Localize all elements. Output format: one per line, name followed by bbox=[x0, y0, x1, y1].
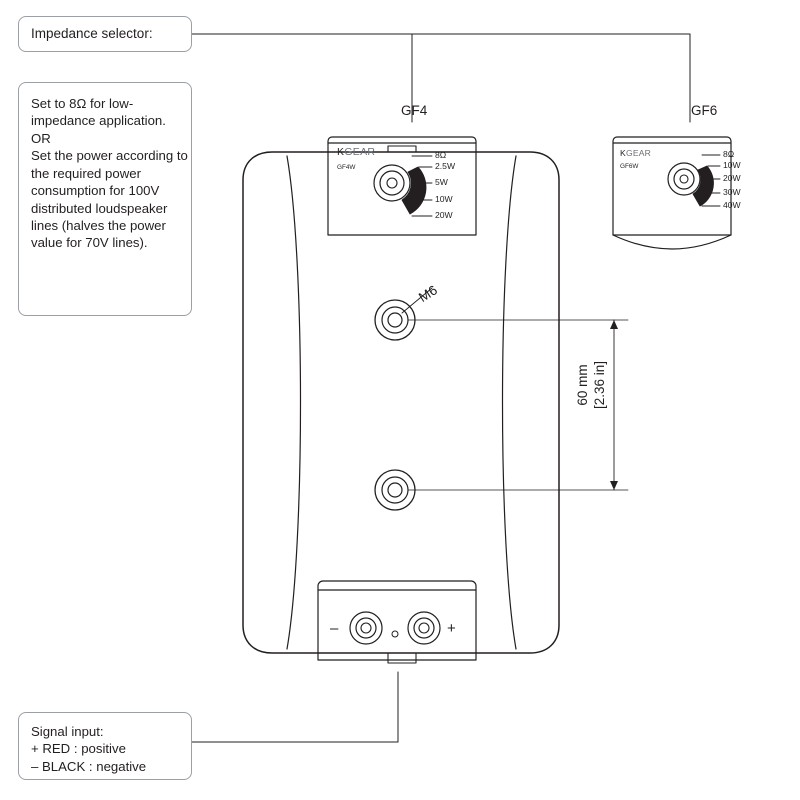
callout-impedance-body-text: Set to 8Ω for low-impedance application. OR Set the power according to the required power consumption for 100V distributed loudspeaker lines (halves the power value for 70V lines). bbox=[31, 96, 188, 251]
gf6-tap-label-0: 8Ω bbox=[723, 149, 735, 159]
top-tab bbox=[388, 146, 416, 152]
body-contour-right bbox=[503, 156, 517, 649]
terminal-plate-screw bbox=[392, 631, 398, 637]
terminal-positive-outer bbox=[408, 612, 440, 644]
gf6-tap-label-3: 30W bbox=[723, 187, 741, 197]
terminal-label-negative: – bbox=[330, 620, 339, 637]
gf6-knob-center bbox=[680, 175, 688, 183]
callout-signal-input-text: Signal input: + RED : positive – BLACK : negative bbox=[31, 724, 147, 774]
terminal-positive-inner bbox=[419, 623, 429, 633]
gf6-brand-k: K bbox=[620, 148, 626, 158]
gf4-knob-center bbox=[387, 178, 397, 188]
gf4-tap-label-1: 2.5W bbox=[435, 161, 456, 171]
mount-insert-bottom-inner bbox=[388, 483, 402, 497]
gf4-tap-label-4: 20W bbox=[435, 210, 453, 220]
gf6-knob-outer bbox=[668, 163, 700, 195]
terminal-negative-mid bbox=[356, 618, 376, 638]
model-label-gf6: GF6 bbox=[691, 103, 718, 118]
gf6-tap-label-2: 20W bbox=[723, 173, 741, 183]
gf6-brand-logo bbox=[620, 148, 651, 158]
terminal-positive-mid bbox=[414, 618, 434, 638]
dim-arrow-top bbox=[610, 320, 618, 329]
annotation-dimension bbox=[575, 305, 609, 465]
gf4-brand-k: K bbox=[337, 146, 345, 158]
mount-insert-bottom-mid bbox=[382, 477, 408, 503]
gf4-knob-outer bbox=[374, 165, 410, 201]
terminal-negative-inner bbox=[361, 623, 371, 633]
callout-impedance-body bbox=[18, 82, 192, 316]
bottom-tab bbox=[388, 653, 416, 663]
mount-insert-top-inner bbox=[388, 313, 402, 327]
gf4-tap-label-2: 5W bbox=[435, 177, 448, 187]
gf6-plate-bottom-curve bbox=[613, 235, 731, 249]
callout-impedance-title bbox=[18, 16, 192, 52]
gf6-knob-inner bbox=[674, 169, 694, 189]
gf4-tap-plate-top bbox=[328, 137, 476, 143]
gf6-brand-gear: GEAR bbox=[625, 148, 652, 158]
body-contour-left bbox=[287, 156, 301, 649]
dim-arrow-bottom bbox=[610, 481, 618, 490]
leader-line-impedance-gf6 bbox=[192, 34, 690, 122]
gf4-tap-label-3: 10W bbox=[435, 194, 453, 204]
gf6-model-code: GF6W bbox=[620, 163, 639, 170]
terminal-plate-top bbox=[318, 581, 476, 590]
callout-signal-input bbox=[18, 712, 192, 780]
gf4-knob-sweep bbox=[402, 167, 426, 214]
gf6-tap-plate-top bbox=[613, 137, 731, 143]
dimension-in: [2.36 in] bbox=[591, 360, 607, 410]
gf4-brand-logo bbox=[337, 146, 375, 158]
speaker-body-outline bbox=[243, 152, 559, 653]
terminal-negative-outer bbox=[350, 612, 382, 644]
gf4-knob-inner bbox=[380, 171, 404, 195]
gf4-model-code: GF4W bbox=[337, 164, 356, 171]
gf4-tap-label-0: 8Ω bbox=[435, 150, 447, 160]
callout-impedance-title-text: Impedance selector: bbox=[31, 26, 153, 41]
leader-line-signal-input bbox=[192, 672, 398, 742]
dimension-mm: 60 mm bbox=[575, 364, 590, 406]
terminal-label-positive: + bbox=[447, 620, 456, 637]
gf4-brand-gear: GEAR bbox=[344, 146, 376, 158]
gf6-tap-label-1: 10W bbox=[723, 160, 741, 170]
annotation-m6: M6 bbox=[416, 282, 440, 305]
model-label-gf4: GF4 bbox=[401, 103, 428, 118]
gf6-knob-sweep bbox=[693, 166, 714, 206]
gf6-tap-label-4: 40W bbox=[723, 200, 741, 210]
